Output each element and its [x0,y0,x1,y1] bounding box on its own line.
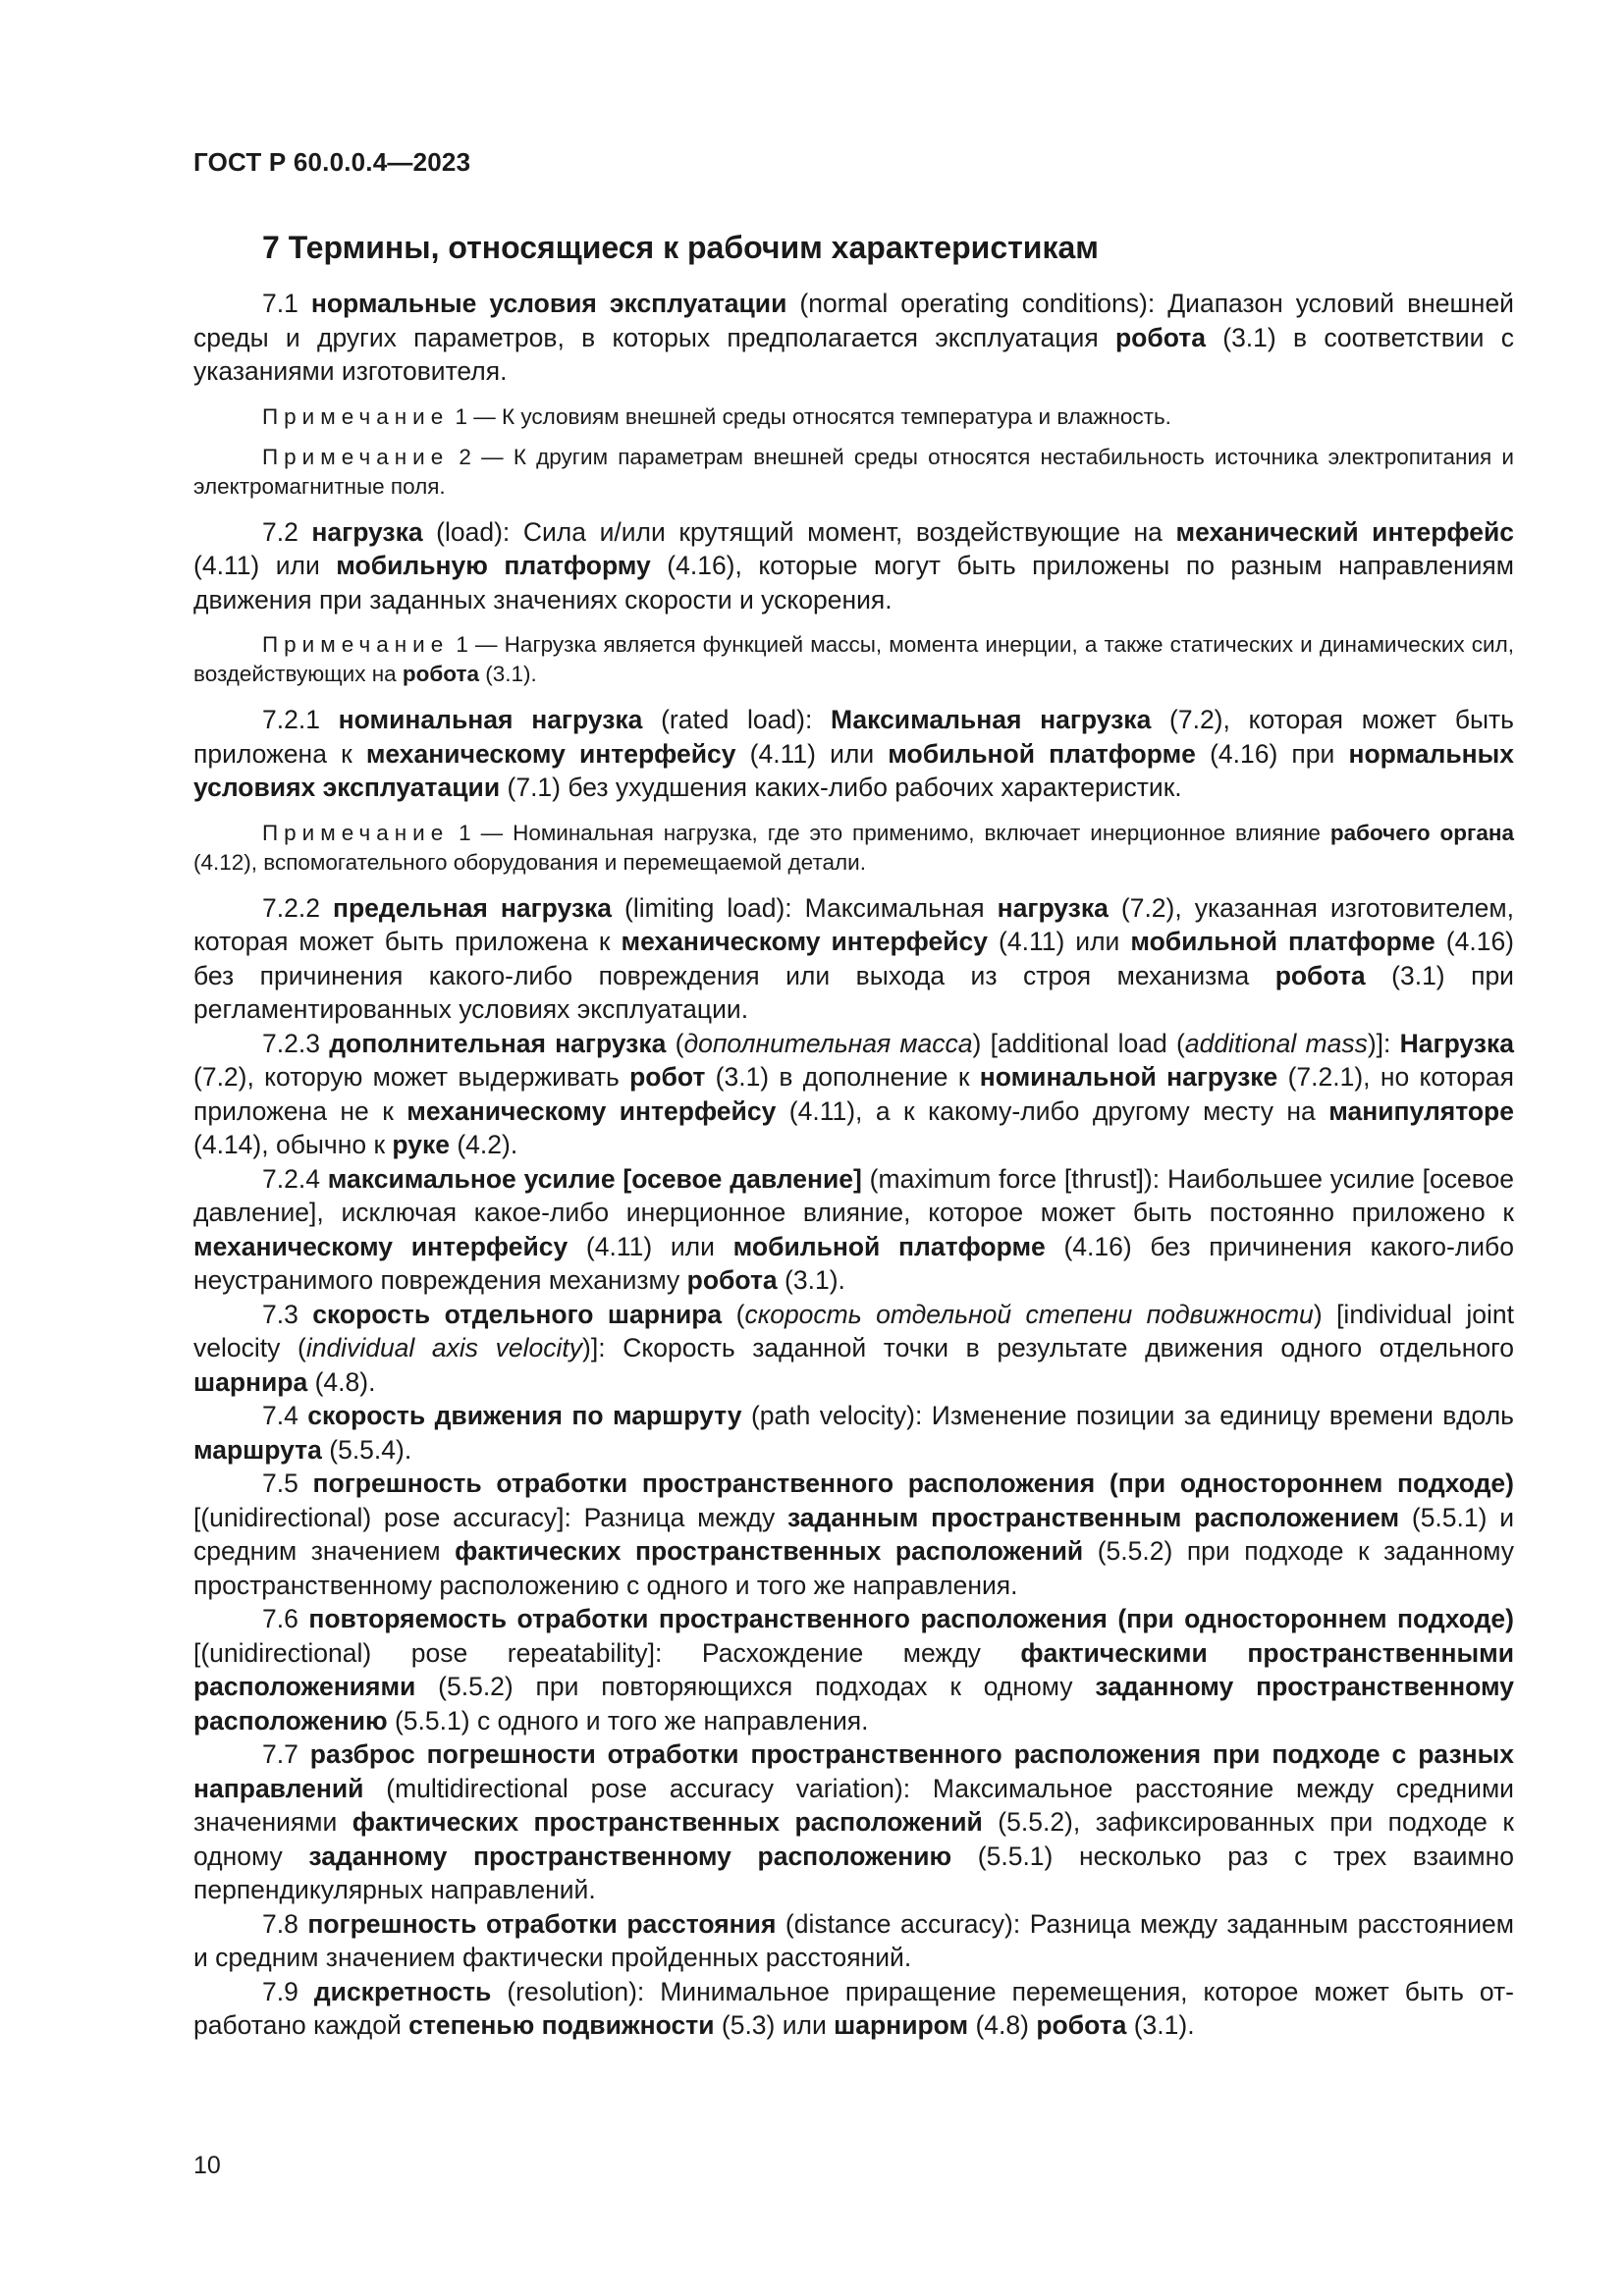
term-7-7: 7.7 разброс погрешности отработки пространственного расположения при подходе с разных направлений (multidirectional pose accuracy variation): Максимальное расстояние между средними значениями фактических пространственных расположений (5.5.2), зафиксированных при подходе к одному заданному пространственному расположению (5.5.1) несколько раз с трех взаимно перпендикулярных направлений. [193,1739,1514,1904]
note-7-2-1: Примечание 1 — Нагрузка является функцией массы, момента инерции, а также статических и динамических сил, воздействующих на робота (3.1). [193,632,1514,686]
term-7-3: 7.3 скорость отдельного шарнира (скорость отдельной степени подвижности) [individual joint velocity (individual axis velocity)]: Скорость заданной точки в результате движения одного отдельного шарнира (4.8). [193,1299,1514,1397]
page-number: 10 [193,2152,221,2179]
term-7-1: 7.1 нормальные условия эксплуатации (normal operating conditions): Диапазон условий внешней среды и других параметров, в которых предполагается эксплуатация робота (3.1) в соответствии с указаниями изготовителя. [193,289,1514,386]
term-7-2: 7.2 нагрузка (load): Сила и/или крутящий момент, воздействующие на механический интерфейс (4.11) или мобильную платформу (4.16), которые могут быть приложены по разным направлениям движения при заданных значениях скорости и ускорения. [193,516,1514,614]
term-7-8: 7.8 погрешность отработки расстояния (distance accuracy): Разница между заданным расстоянием и средним значением фактически пройденных расстояний. [193,1908,1514,1972]
section-title: 7 Термины, относящиеся к рабочим характеристикам [262,230,1099,265]
term-7-2-3: 7.2.3 дополнительная нагрузка (дополнительная масса) [additional load (additional mass)]: Нагрузка (7.2), которую может выдерживать робот (3.1) в дополнение к номинальной нагрузке (7.2.1), но которая приложена не к механическому интерфейсу (4.11), а к какому-либо другому месту на манипуляторе (4.14), обычно к руке (4.2). [193,1028,1514,1159]
term-7-5: 7.5 погрешность отработки пространственного расположения (при одностороннем подходе) [(unidirectional) pose accuracy]: Разница между заданным пространственным расположением (5.5.1) и средним значением фактических пространственных расположений (5.5.2) при подходе к заданному пространственному расположению с одного и того же направления. [193,1468,1515,1600]
term-7-6: 7.6 повторяемость отработки пространственного расположения (при одностороннем подходе) [(unidirectional) pose repeatability]: Расхождение между фактическими пространственными расположениями (5.5.2) при повторяющихся подходах к одному заданному пространственному расположению (5.5.1) с одного и того же направления. [193,1604,1514,1735]
note-7-1-1: Примечание 1 — К условиям внешней среды относятся температура и влажность. [262,403,1171,429]
term-7-2-4: 7.2.4 максимальное усилие [осевое давление] (maximum force [thrust]): Наибольшее усилие [осевое давление], исключая какое-либо инерционное влияние, которое может быть постоянно приложено к механическому интерфейсу (4.11) или мобильной платформе (4.16) без причинения какого-либо неустранимого повреждения механизму робота (3.1). [193,1163,1514,1295]
term-7-4: 7.4 скорость движения по маршруту (path velocity): Изменение позиции за единицу времени вдоль маршрута (5.5.4). [193,1401,1514,1465]
term-7-9: 7.9 дискретность (resolution): Минимальное приращение перемещения, которое может быть отработано каждой степенью подвижности (5.3) или шарниром (4.8) робота (3.1). [193,1976,1514,2040]
note-7-2-1-1: Примечание 1 — Номинальная нагрузка, где это применимо, включает инерционное влияние рабочего органа (4.12), вспомогательного оборудования и перемещаемой детали. [193,820,1514,875]
document-body [193,228,1514,2043]
note-7-1-2: Примечание 2 — К другим параметрам внешней среды относятся нестабильность источника электропитания и электромагнитные поля. [193,444,1514,499]
document-header: ГОСТ Р 60.0.0.4—2023 [193,147,471,177]
term-7-2-1: 7.2.1 номинальная нагрузка (rated load): Максимальная нагрузка (7.2), которая может быть приложена к механическому интерфейсу (4.11) или мобильной платформе (4.16) при нормальных условиях эксплуатации (7.1) без ухудшения каких-либо рабочих характеристик. [193,705,1514,802]
term-7-2-2: 7.2.2 предельная нагрузка (limiting load): Максимальная нагрузка (7.2), указанная изготовителем, которая может быть приложена к механическому интерфейсу (4.11) или мобильной платформе (4.16) без причинения какого-либо повреждения или выхода из строя механизма робота (3.1) при регламентированных условиях эксплуатации. [193,892,1515,1024]
